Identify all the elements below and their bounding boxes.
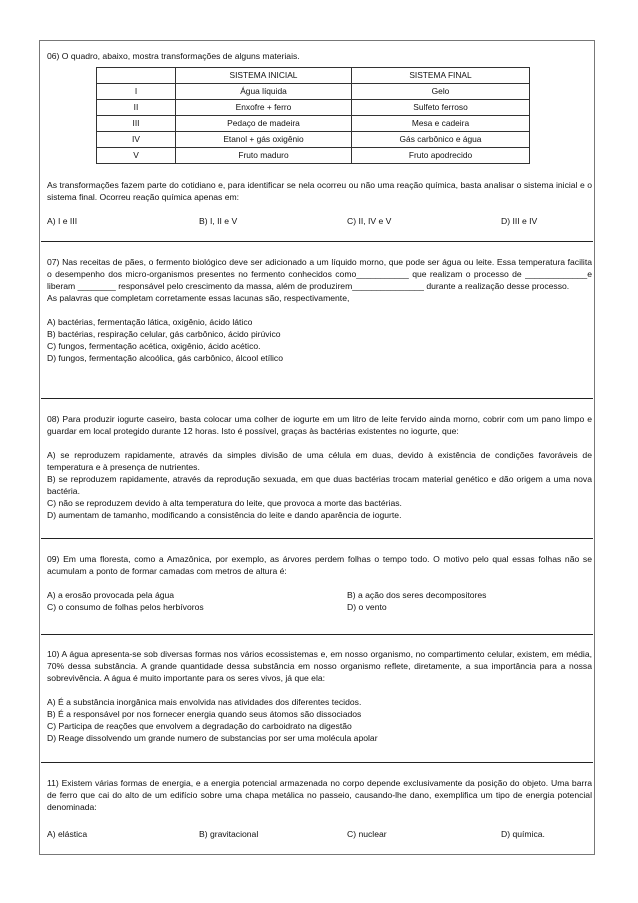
option-d[interactable]: D) fungos, fermentação alcoólica, gás carbônico, álcool etílico (47, 353, 283, 363)
option-d[interactable]: D) aumentam de tamanho, modificando a consistência do leite e dando aparência de iogurte. (47, 510, 402, 520)
question-06-text: As transformações fazem parte do cotidiano e, para identificar se nela ocorreu ou não uma reação química, basta analisar o sistema inicial e o sistema final. Ocorreu reação química apenas em: (47, 180, 592, 202)
option-c[interactable]: C) Participa de reações que envolvem a degradação do carboidrato na digestão (47, 721, 352, 731)
separator (41, 634, 593, 635)
question-07-instruction: As palavras que completam corretamente essas lacunas são, respectivamente, (47, 293, 350, 303)
option-a[interactable]: A) a erosão provocada pela água (47, 590, 175, 600)
table-row (97, 100, 530, 116)
table-row (97, 148, 530, 164)
option-c[interactable]: C) fungos, fermentação acética, oxigênio, ácido acético. (47, 341, 261, 351)
question-07 (47, 256, 592, 364)
option-c[interactable]: C) II, IV e V (347, 216, 392, 226)
table-header-cell (97, 68, 176, 84)
table-cell: I (97, 84, 176, 100)
option-c[interactable]: C) não se reproduzem devido à alta temperatura do leite, que provoca a morte das bactérias. (47, 498, 402, 508)
table-cell: Pedaço de madeira (176, 116, 352, 132)
option-c[interactable]: C) o consumo de folhas pelos herbívoros (47, 602, 204, 612)
option-b[interactable]: B) bactérias, respiração celular, gás carbônico, ácido pirúvico (47, 329, 281, 339)
table-header-row (97, 68, 530, 84)
question-11-text: 11) Existem várias formas de energia, e a energia potencial armazenada no corpo depende exclusivamente da posição do objeto. Uma barra de ferro que cai do alto de um edifício sobre uma chapa metálica no passeio, causando-lhe dano, exemplifica um tipo de energia potencial denominada: (47, 778, 592, 812)
option-b[interactable]: B) É a responsável por nos fornecer energia quando seus átomos são dissociados (47, 709, 362, 719)
options-row (47, 601, 592, 613)
question-11 (47, 777, 592, 813)
question-08-text: 08) Para produzir iogurte caseiro, basta colocar uma colher de iogurte em um litro de leite fervido ainda morno, cobrir com um pano limpo e guardar em local protegido durante 12 horas. Isto é possível, graças às bactérias existentes no iogurte, que: (47, 414, 592, 436)
question-09 (47, 553, 592, 613)
table-cell: Gelo (352, 84, 530, 100)
option-d[interactable]: D) Reage dissolvendo um grande numero de substancias por ser uma molécula apolar (47, 733, 378, 743)
table-header-cell: SISTEMA FINAL (352, 68, 530, 84)
table-cell: Mesa e cadeira (352, 116, 530, 132)
table-row (97, 116, 530, 132)
option-a[interactable]: A) se reproduzem rapidamente, através da simples divisão de uma célula em duas, devido à existência de condições favoráveis de temperatura e à presença de nutrientes. (47, 450, 592, 472)
table-cell: Fruto maduro (176, 148, 352, 164)
question-06-options (47, 215, 592, 227)
table-cell: III (97, 116, 176, 132)
question-08 (47, 413, 592, 521)
option-a[interactable]: A) elástica (47, 829, 88, 839)
option-d[interactable]: D) o vento (347, 602, 387, 612)
materials-table (96, 67, 530, 164)
option-c[interactable]: C) nuclear (347, 829, 387, 839)
table-row (97, 84, 530, 100)
table-cell: II (97, 100, 176, 116)
separator (41, 398, 593, 399)
option-d[interactable]: D) III e IV (501, 216, 538, 226)
separator (41, 538, 593, 539)
question-09-text: 09) Em uma floresta, como a Amazônica, por exemplo, as árvores perdem folhas o tempo todo. O motivo pelo qual essas folhas não se acumulam a ponto de formar camadas com metros de altura é: (47, 554, 592, 576)
table-cell: V (97, 148, 176, 164)
question-06-prompt (47, 50, 592, 62)
table-header-cell: SISTEMA INICIAL (176, 68, 352, 84)
question-10-text: 10) A água apresenta-se sob diversas formas nos vários ecossistemas e, em nosso organismo, no compartimento celular, existem, em média, 70% dessa substância. A grande quantidade dessa substância em nosso organismo reflete, diretamente, a sua importância para a nossa sobrevivência. A água é muito importante para os seres vivos, já que ela: (47, 649, 592, 683)
question-11-options (47, 828, 592, 840)
question-07-text: 07) Nas receitas de pães, o fermento biológico deve ser adicionado a um líquido morno, que pode ser água ou leite. Essa temperatura facilita o desempenho dos micro-organismos presentes no fermento conhecidos como___________ que realizam o processo de _____________e liberam ________ responsável pelo crescimento da massa, além de produzirem_______________ durante a realização desse processo. (47, 257, 592, 291)
table-cell: Água líquida (176, 84, 352, 100)
table-cell: Enxofre + ferro (176, 100, 352, 116)
question-06-prompt-text: 06) O quadro, abaixo, mostra transformações de alguns materiais. (47, 51, 300, 61)
question-10 (47, 648, 592, 744)
option-d[interactable]: D) química. (501, 829, 545, 839)
separator (41, 762, 593, 763)
question-06-body (47, 179, 592, 203)
separator (41, 241, 593, 242)
option-b[interactable]: B) a ação dos seres decompositores (347, 590, 487, 600)
option-b[interactable]: B) se reproduzem rapidamente, através da reprodução sexuada, em que duas bactérias trocam material genético e dão origem a uma nova bactéria. (47, 474, 592, 496)
table-cell: Etanol + gás oxigênio (176, 132, 352, 148)
option-a[interactable]: A) I e III (47, 216, 78, 226)
table-cell: Sulfeto ferroso (352, 100, 530, 116)
table-cell: IV (97, 132, 176, 148)
table-cell: Fruto apodrecido (352, 148, 530, 164)
option-b[interactable]: B) I, II e V (199, 216, 238, 226)
table-cell: Gás carbônico e água (352, 132, 530, 148)
option-a[interactable]: A) bactérias, fermentação lática, oxigênio, ácido lático (47, 317, 253, 327)
options-row (47, 589, 592, 601)
table-row (97, 132, 530, 148)
option-a[interactable]: A) É a substância inorgânica mais envolvida nas atividades dos diferentes tecidos. (47, 697, 362, 707)
option-b[interactable]: B) gravitacional (199, 829, 259, 839)
